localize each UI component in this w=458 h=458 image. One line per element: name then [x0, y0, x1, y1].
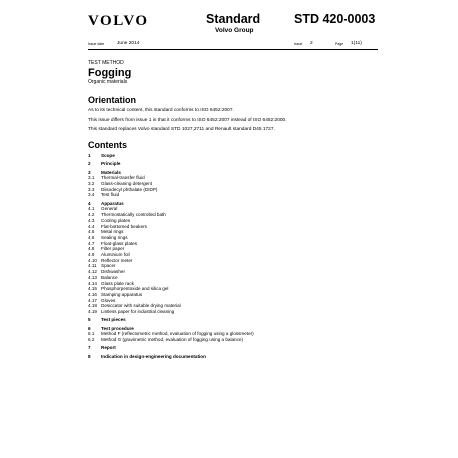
toc-item-number: 4.8 [88, 246, 95, 252]
toc-item-number: 4.10 [88, 257, 97, 263]
header-divider [88, 49, 378, 50]
toc-item-text: Sealing rings [101, 234, 128, 240]
orientation-paragraph: As to its technical content, this standard conforms to ISO 6452:2007. [88, 108, 234, 113]
toc-item-text: Method F (reflectometric method, evaluation of fogging using a glossmeter) [101, 331, 254, 337]
toc-item-number: 3.4 [88, 192, 95, 198]
toc-item-text: Test pieces [101, 317, 126, 323]
toc-item-text: Test fluid [101, 192, 120, 198]
toc-item-number: 4.4 [88, 223, 95, 229]
toc-item-text: Apparatus [101, 200, 124, 206]
toc-item [88, 345, 368, 351]
toc-item [88, 309, 368, 315]
toc-item-text: Stamping apparatus [101, 291, 143, 297]
toc-item-number: 4.16 [88, 291, 97, 297]
doc-subtitle: Organic materials [88, 79, 128, 85]
toc-item-number: 2 [88, 161, 91, 167]
doc-title: Fogging [88, 67, 132, 79]
toc-item-number: 7 [88, 345, 91, 351]
volvo-logo: VOLVO [88, 13, 149, 29]
toc-item-number: 4.12 [88, 269, 97, 275]
toc-item-number: 4.14 [88, 280, 97, 286]
issue-number: 2 [310, 41, 313, 46]
toc-item-text: Lintless paper for industrial cleaning [101, 309, 175, 315]
toc-item [88, 161, 368, 167]
toc-item-text: Dishwasher [101, 269, 125, 275]
document-body [88, 60, 368, 359]
toc-item-number: 3 [88, 169, 91, 175]
table-of-contents [88, 153, 368, 359]
toc-item-text: Aluminium foil [101, 252, 130, 258]
toc-item-number: 4.13 [88, 274, 97, 280]
toc-item-number: 4.7 [88, 240, 95, 246]
toc-item-text: Gloves [101, 297, 116, 303]
toc-item-number: 4.11 [88, 263, 97, 269]
toc-item-number: 4.3 [88, 217, 95, 223]
toc-item-text: Thermostatically controlled bath [101, 212, 166, 218]
toc-item-text: Balance [101, 274, 118, 280]
toc-item-text: Metal rings [101, 229, 124, 235]
toc-item-number: 4.17 [88, 297, 97, 303]
toc-item-text: Diisodecyl phthalate (DIDP) [101, 186, 158, 192]
toc-item-text: Cooling plates [101, 217, 131, 223]
toc-item-number: 8 [88, 353, 91, 359]
toc-item-number: 4 [88, 200, 91, 206]
toc-item-number: 4.2 [88, 212, 95, 218]
toc-item [88, 153, 368, 159]
toc-item [88, 192, 368, 198]
toc-item-number: 4.6 [88, 234, 95, 240]
orientation-heading: Orientation [88, 95, 137, 105]
orientation-paragraph: This issue differs from issue 1 in that it conforms to ISO 6452:2007 instead of ISO 6452:2000. [88, 117, 287, 123]
standard-code: STD 420-0003 [294, 12, 376, 26]
toc-item-text: General [101, 206, 118, 212]
contents-heading: Contents [88, 140, 127, 150]
toc-item-text: Scope [101, 153, 115, 158]
toc-item-text: Flat-bottomed beakers [101, 223, 147, 229]
toc-item-text: Filter paper [101, 246, 125, 252]
toc-item-number: 3.2 [88, 181, 95, 186]
toc-item-number: 3.3 [88, 186, 95, 192]
toc-item-text: Reflector meter [101, 257, 133, 263]
issue-date-label: Issue date [88, 42, 105, 46]
toc-item-number: 6.2 [88, 337, 95, 343]
toc-item-text: Float-glass plates [101, 240, 138, 246]
toc-item-text: Glass plate rack [101, 280, 134, 286]
toc-item-text: Principle [101, 161, 121, 167]
toc-item-number: 1 [88, 153, 91, 158]
toc-item-text: Method G (gravimetric method, evaluation of fogging using a balance) [101, 337, 243, 343]
toc-item-number: 4.18 [88, 303, 97, 309]
toc-item-number: 4.1 [88, 206, 95, 212]
toc-item-text: Thermal-transfer fluid [101, 175, 145, 181]
orientation-paragraph: This standard replaces Volvo standard STD 1027,2711 and Renault standard D45 1727. [88, 127, 275, 132]
toc-item [88, 337, 368, 343]
toc-item-text: Spacer [101, 263, 116, 269]
toc-item-text: Test procedure [101, 325, 134, 331]
toc-item-number: 6 [88, 325, 91, 331]
toc-item-text: Materials [101, 169, 121, 175]
standard-subtitle: Volvo Group [215, 27, 254, 34]
toc-item [88, 317, 368, 323]
toc-item-text: Report [101, 345, 116, 351]
page-number: 1(11) [351, 41, 362, 46]
toc-item-number: 4.19 [88, 309, 97, 315]
page-header [88, 12, 378, 48]
toc-item-number: 4.9 [88, 252, 95, 258]
doc-type: TEST METHOD [88, 60, 124, 66]
toc-item-text: Glass-cleaning detergent [101, 181, 153, 186]
toc-item-number: 3.1 [88, 175, 95, 181]
issue-date: June 2014 [117, 41, 140, 46]
toc-item-text: Phosphorpentoxide and silica gel [101, 286, 169, 292]
issue-label: Issue [294, 42, 303, 46]
standard-title: Standard [206, 12, 261, 26]
toc-item [88, 354, 368, 360]
toc-item-number: 6.1 [88, 331, 95, 337]
page-label: Page [335, 42, 344, 46]
toc-item-text: Indication in design-engineering documentation [101, 353, 206, 359]
toc-item-number: 4.5 [88, 229, 95, 235]
toc-item-text: Desiccator with suitable drying material [101, 303, 181, 309]
toc-item-number: 5 [88, 317, 91, 323]
toc-item-number: 4.15 [88, 286, 97, 292]
